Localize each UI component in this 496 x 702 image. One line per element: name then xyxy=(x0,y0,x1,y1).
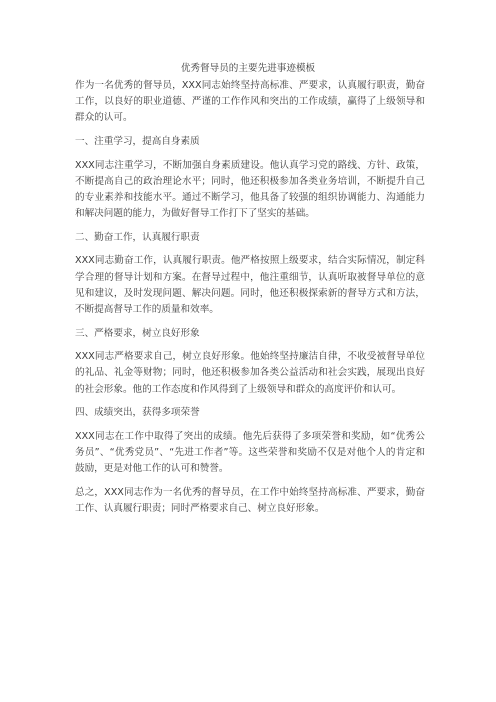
document-body xyxy=(75,78,425,517)
section-body-2: XXX同志勤奋工作，认真履行职责。他严格按照上级要求，结合实际情况，制定科学合理的督导计划和方案。在督导过程中，他注重细节，认真听取被督导单位的意见和建议，及时发现问题、解决问题。同时，他还积极探索新的督导方式和方法，不断提高督导工作的质量和效率。 xyxy=(75,255,425,315)
section-body-3: XXX同志严格要求自己，树立良好形象。他始终坚持廉洁自律，不收受被督导单位的礼品、礼金等财物；同时，他还积极参加各类公益活动和社会实践，展现出良好的社会形象。他的工作态度和作风得到了上级领导和群众的高度评价和认可。 xyxy=(75,351,425,395)
section-body-1: XXX同志注重学习，不断加强自身素质建设。他认真学习党的路线、方针、政策，不断提高自己的政治理论水平；同时，他还积极参加各类业务培训，不断提升自己的专业素养和技能水平。通过不断学习，他具备了较强的组织协调能力、沟通能力和解决问题的能力，为做好督导工作打下了坚实的基础。 xyxy=(75,159,425,220)
section-heading-1: 一、注重学习，提高自身素质 xyxy=(75,136,200,147)
section-heading-2: 二、勤奋工作，认真履行职责 xyxy=(75,231,200,243)
intro-paragraph: 作为一名优秀的督导员，XXX同志始终坚持高标准、严要求，认真履行职责，勤奋工作，以良好的职业道德、严谨的工作作风和突出的工作成绩，赢得了上级领导和群众的认可。 xyxy=(75,80,425,124)
conclusion-paragraph: 总之，XXX同志作为一名优秀的督导员，在工作中始终坚持高标准、严要求，勤奋工作、认真履行职责；同时严格要求自己、树立良好形象。 xyxy=(75,486,425,514)
section-heading-3: 三、严格要求，树立良好形象 xyxy=(75,327,200,339)
document-title: 优秀督导员的主要先进事迹模板 xyxy=(180,63,316,74)
section-body-4: XXX同志在工作中取得了突出的成绩。他先后获得了多项荣誉和奖励，如“优秀公务员”、“优秀党员”、“先进工作者”等。这些荣誉和奖励不仅是对他个人的肯定和鼓励，更是对他工作的认可和赞誉。 xyxy=(75,430,425,475)
section-heading-4: 四、成绩突出，获得多项荣誉 xyxy=(75,407,200,419)
